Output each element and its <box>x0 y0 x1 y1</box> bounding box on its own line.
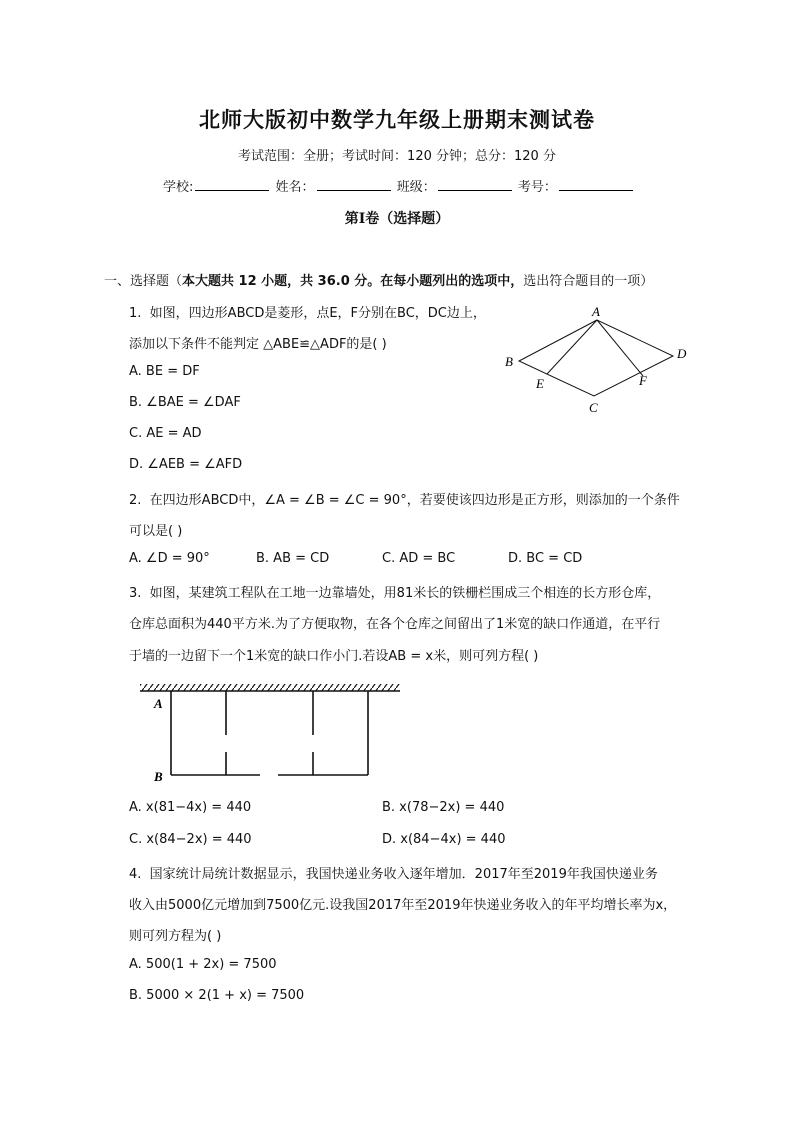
label-c: C <box>589 400 598 415</box>
volume-heading: 第Ⅰ卷（选择题） <box>344 211 450 227</box>
label-f: F <box>639 373 647 388</box>
name-label: 姓名： <box>275 180 315 195</box>
question-3-line3: 于墙的一边留下一个1米宽的缺口作小门.若设AB = x米，则可列方程( ) <box>129 649 539 664</box>
question-2-option-c[interactable]: C. AD = BC <box>382 551 456 566</box>
exam-title: 北师大版初中数学九年级上册期末测试卷 <box>199 107 595 132</box>
class-label: 班级： <box>396 180 436 195</box>
label-a: A <box>592 304 600 319</box>
question-4-line3: 则可列方程为( ) <box>129 929 222 944</box>
question-3-line2: 仓库总面积为440平方米.为了方便取物，在各个仓库之间留出了1米宽的缺口作通道，在平行 <box>129 617 661 632</box>
question-4-line2: 收入由5000亿元增加到7500亿元.设我国2017年至2019年快递业务收入的年平均增长率为x， <box>129 898 677 913</box>
label-b: B <box>154 769 163 784</box>
question-4-option-a[interactable]: A. 500(1 + 2x) = 7500 <box>129 957 277 972</box>
question-2-option-a[interactable]: A. ∠D = 90° <box>129 551 210 566</box>
exam-subtitle: 考试范围：全册；考试时间：120 分钟；总分：120 分 <box>238 149 556 164</box>
question-2-option-d[interactable]: D. BC = CD <box>508 551 583 566</box>
exam-number-label: 考号： <box>517 180 557 195</box>
question-1-line2: 添加以下条件不能判定 △ABE≌△ADF的是( ) <box>129 337 387 352</box>
question-4-line1: 4. 国家统计局统计数据显示，我国快递业务收入逐年增加．2017年至2019年我国快递业务 <box>129 867 658 882</box>
label-e: E <box>536 376 544 391</box>
question-4-option-b[interactable]: B. 5000 × 2(1 + x) = 7500 <box>129 988 305 1003</box>
question-1-option-b[interactable]: B. ∠BAE = ∠DAF <box>129 395 241 410</box>
label-b: B <box>505 354 513 369</box>
label-d: D <box>677 346 687 361</box>
question-1-line1: 1. 如图，四边形ABCD是菱形，点E，F分别在BC，DC边上， <box>129 306 486 321</box>
wall-hatching <box>140 684 400 691</box>
question-3-option-c[interactable]: C. x(84−2x) = 440 <box>129 832 252 847</box>
label-a: A <box>154 696 163 711</box>
question-3-line1: 3. 如图，某建筑工程队在工地一边靠墙处，用81米长的铁栅栏围成三个相连的长方形仓库， <box>129 586 661 601</box>
question-3-option-b[interactable]: B. x(78−2x) = 440 <box>382 800 505 815</box>
question-2-line2: 可以是( ) <box>129 524 183 539</box>
question-2-option-b[interactable]: B. AB = CD <box>256 551 330 566</box>
question-1-option-a[interactable]: A. BE = DF <box>129 364 200 379</box>
section-heading: 一、选择题（本大题共 12 小题，共 36.0 分。在每小题列出的选项中，选出符合题目的一项） <box>104 274 654 289</box>
question-1-option-d[interactable]: D. ∠AEB = ∠AFD <box>129 457 243 472</box>
question-2-line1: 2. 在四边形ABCD中，∠A = ∠B = ∠C = 90°，若要使该四边形是正方形，则添加的一个条件 <box>129 493 680 508</box>
question-1-option-c[interactable]: C. AE = AD <box>129 426 202 441</box>
question-3-option-a[interactable]: A. x(81−4x) = 440 <box>129 800 252 815</box>
question-3-option-d[interactable]: D. x(84−4x) = 440 <box>382 832 506 847</box>
school-label: 学校: <box>163 180 194 195</box>
